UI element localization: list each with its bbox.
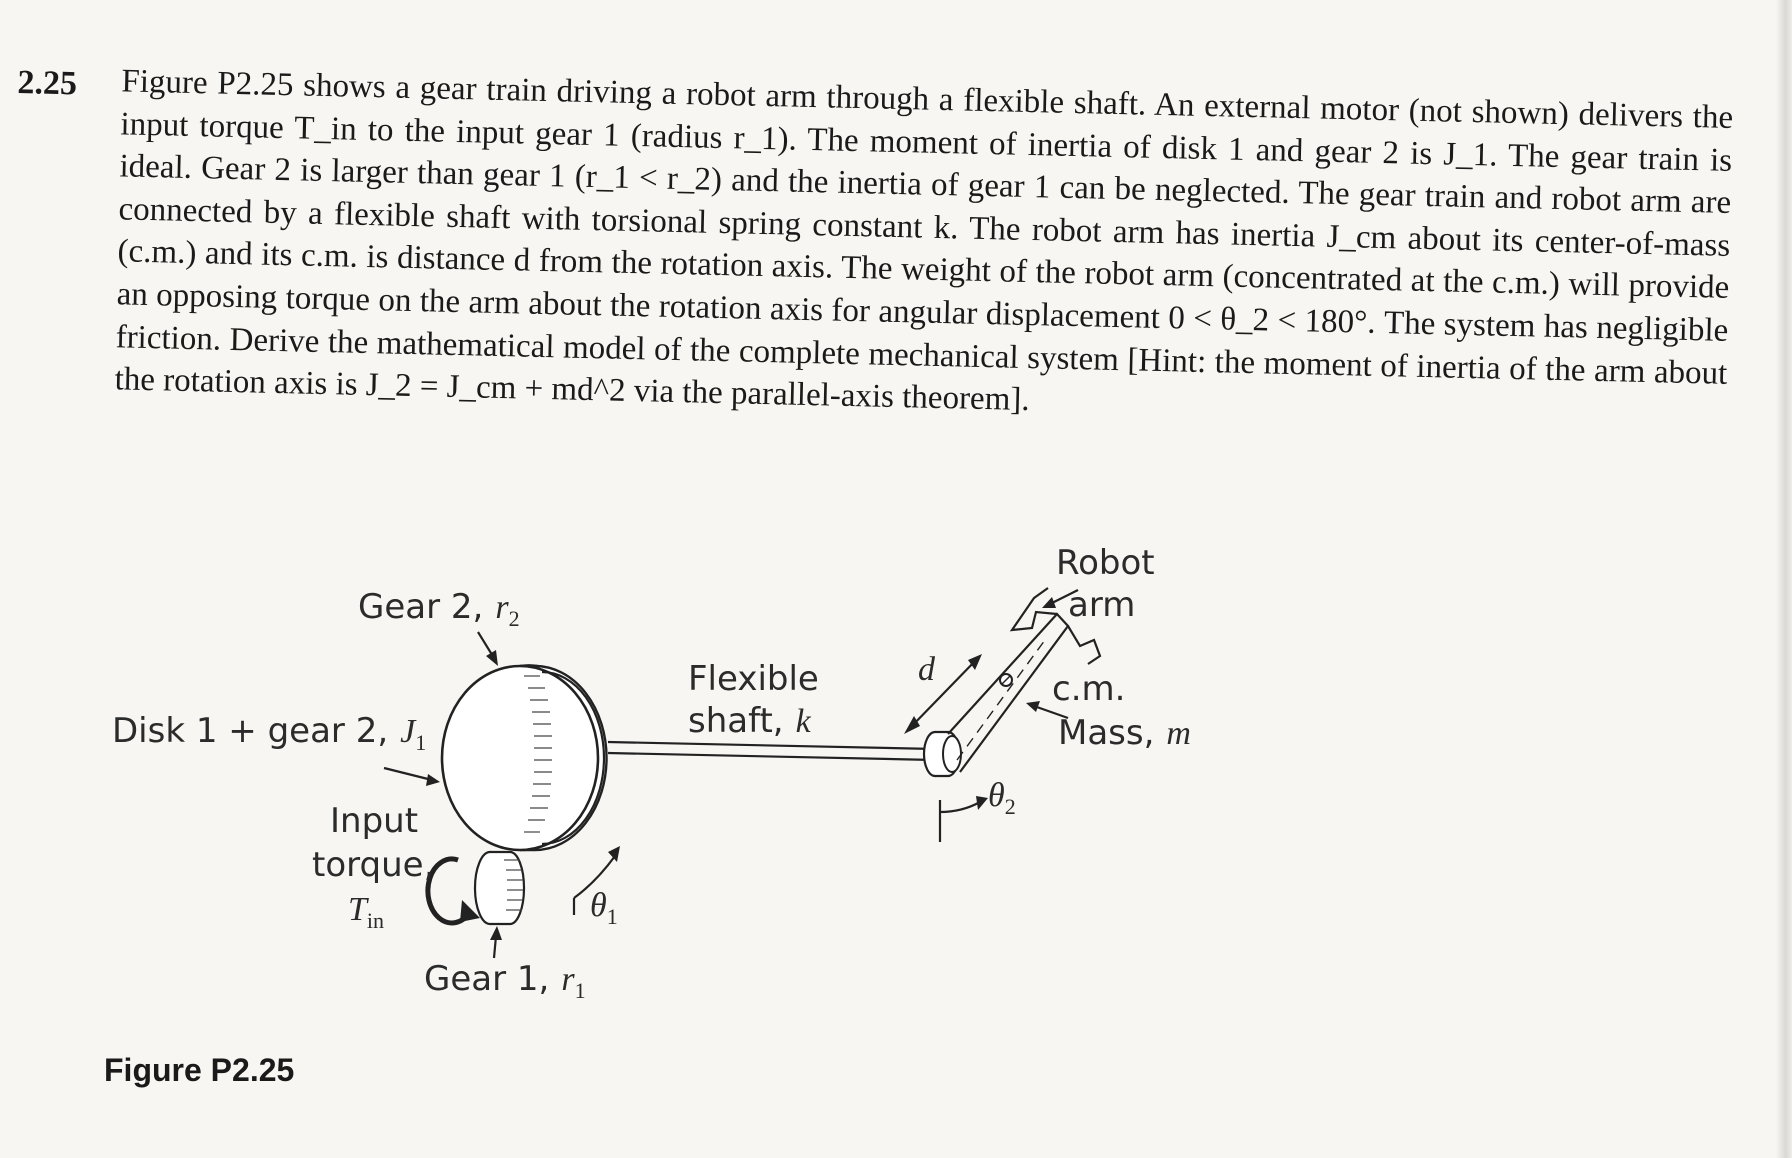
robot-arm-label-line1: Robot — [1056, 543, 1155, 583]
page-edge — [1776, 0, 1792, 1158]
gear1 — [475, 852, 524, 924]
flexible-shaft-label-line1: Flexible — [688, 659, 819, 699]
theta2-label: θ2 — [988, 777, 1016, 819]
input-torque-arrow — [428, 859, 480, 923]
disk1-gear2-label: Disk 1 + gear 2, J1 — [112, 711, 427, 755]
dimension-d — [904, 654, 982, 734]
robot-arm-label-line2: arm — [1068, 585, 1136, 625]
theta2-arrow — [940, 796, 988, 842]
problem-number: 2.25 — [17, 63, 78, 103]
flexible-shaft-label-line2: shaft, k — [688, 701, 811, 741]
disk1-gear2 — [442, 665, 607, 850]
figure-caption: Figure P2.25 — [104, 1052, 295, 1088]
problem-statement: Figure P2.25 shows a gear train driving a robot arm through a flexible shaft. An external motor (not shown) delivers the input torque T_in to the input gear 1 (radius r_1). The moment of inertia of disk 1 and gear 2 is J_1. The gear train is ideal. Gear 2 is larger than gear 1 (r_1 < r_2) and the inertia of gear 1 can be neglected. The gear train and robot arm are connected by a flexible shaft with torsional spring constant k. The robot arm has inertia J_cm about its center-of-mass (c.m.) and its c.m. is distance d from the rotation axis. The weight of the robot arm (concentrated at the c.m.) will provide an opposing torque on the arm about the rotation axis for angular displacement 0 < θ_2 < 180°. The system has negligible friction. Derive the mathematical model of the complete mechanical system [Hint: the moment of inertia of the arm about the rotation axis is J_2 = J_cm + md^2 via the parallel-axis theorem]. — [114, 63, 1734, 419]
cm-label: c.m. — [1052, 669, 1126, 709]
theta1-label: θ1 — [590, 887, 618, 929]
gear1-label: Gear 1, r1 — [424, 959, 586, 1003]
input-torque-label-line2: torque, — [312, 845, 435, 885]
mass-label: Mass, m — [1058, 713, 1191, 753]
distance-d-label: d — [918, 651, 935, 688]
gear2-label: Gear 2, r2 — [358, 587, 520, 631]
flexible-shaft — [608, 742, 935, 760]
input-torque-label-line1: Input — [330, 801, 419, 841]
input-torque-symbol: Tin — [348, 891, 385, 933]
